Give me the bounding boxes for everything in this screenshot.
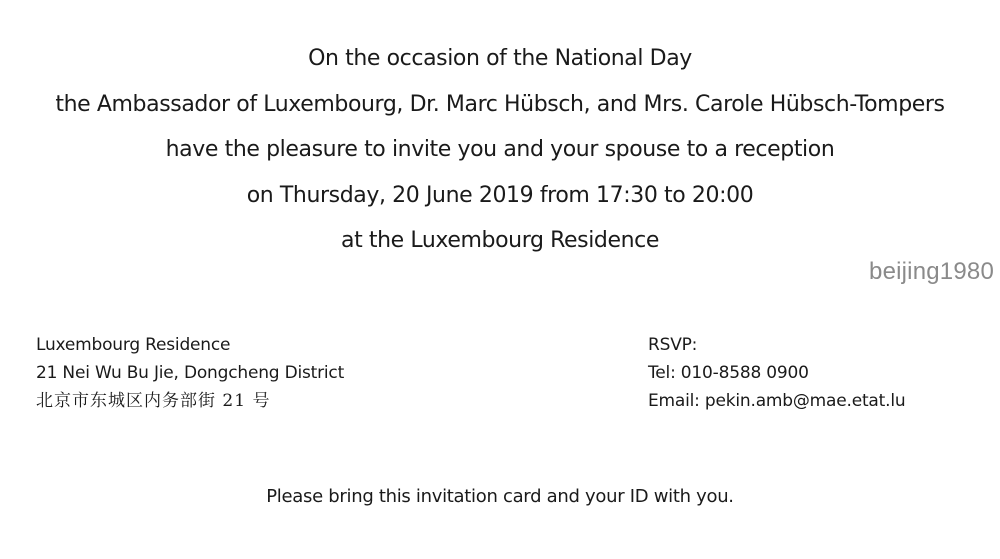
address-name: Luxembourg Residence (36, 335, 231, 355)
venue-line: at the Luxembourg Residence (341, 228, 659, 253)
date-time-line: on Thursday, 20 June 2019 from 17:30 to 20:00 (246, 182, 754, 208)
address-street: 21 Nei Wu Bu Jie, Dongcheng District (36, 363, 345, 383)
watermark: beijing1980 (869, 258, 994, 285)
footer-note: Please bring this invitation card and your ID with you. (266, 486, 734, 507)
rsvp-email: Email: pekin.amb@mae.etat.lu (648, 391, 906, 411)
occasion-line: On the occasion of the National Day (308, 46, 692, 71)
invite-line: have the pleasure to invite you and your spouse to a reception (165, 137, 835, 162)
rsvp-tel: Tel: 010-8588 0900 (648, 363, 809, 383)
address-chinese: 北京市东城区内务部街 21 号 (36, 391, 271, 411)
hosts-line: the Ambassador of Luxembourg, Dr. Marc Hübsch, and Mrs. Carole Hübsch-Tompers (55, 91, 945, 117)
address-block (36, 331, 344, 415)
invitation-text (0, 36, 1000, 264)
rsvp-block (648, 331, 905, 415)
rsvp-label: RSVP: (648, 335, 698, 355)
